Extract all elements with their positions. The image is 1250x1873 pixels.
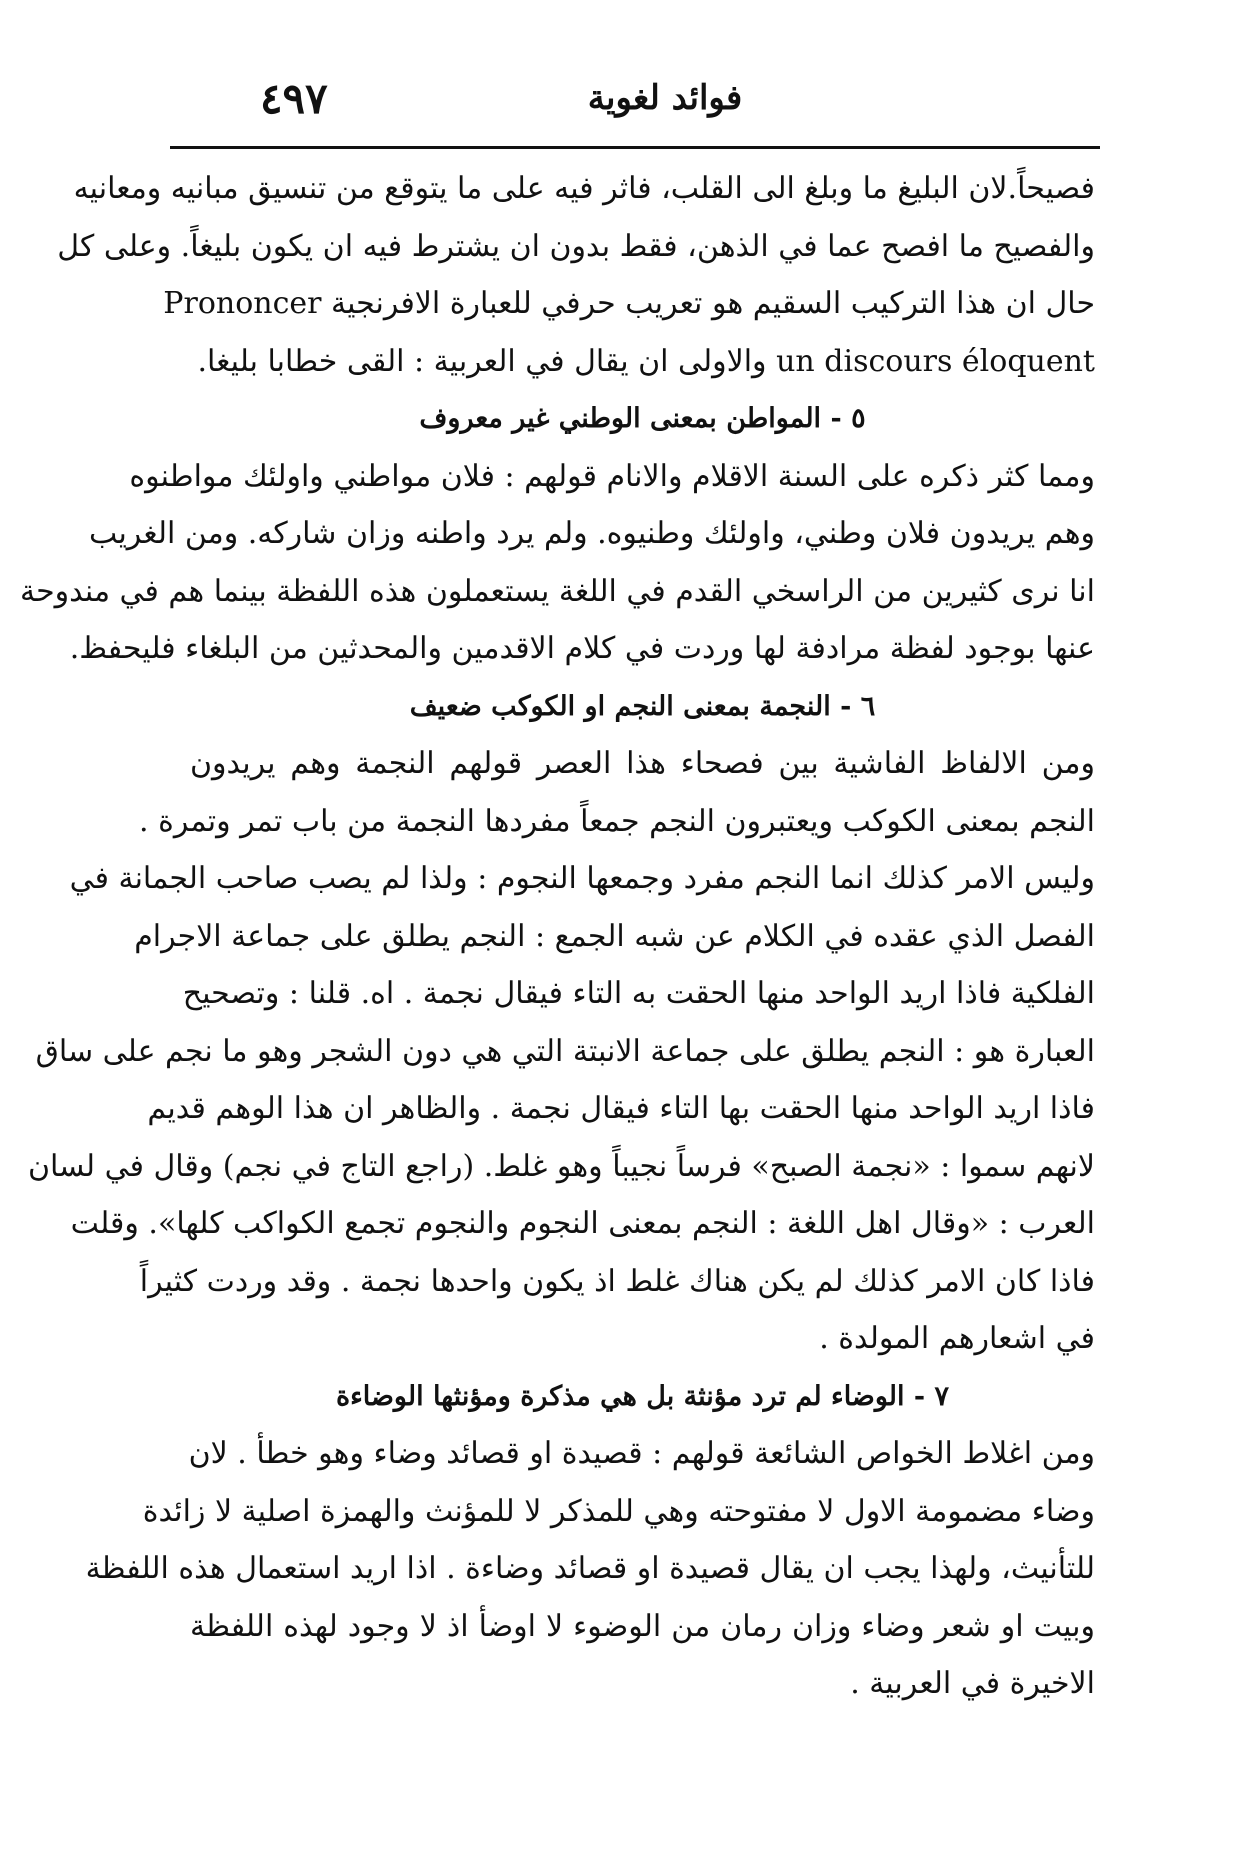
text-line: العرب : «وقال اهل اللغة : النجم بمعنى النجوم والنجوم تجمع الكواكب كلها». وقلت	[70, 1206, 1095, 1241]
text-line: فاذا اريد الواحد منها الحقت بها التاء فيقال نجمة . والظاهر ان هذا الوهم قديم	[147, 1091, 1095, 1126]
page-number: ٤٩٧	[260, 74, 328, 123]
text-line: والفصيح ما افصح عما في الذهن، فقط بدون ان يشترط فيه ان يكون بليغاً. وعلى كل	[57, 228, 1095, 264]
text-line: وليس الامر كذلك انما النجم مفرد وجمعها النجوم : ولذا لم يصب صاحب الجمانة في	[69, 861, 1095, 896]
paragraph-section-5	[20, 448, 1095, 678]
paragraph-section-6	[27, 735, 1095, 1368]
text-line: فصيحاً.لان البليغ ما وبلغ الى القلب، فاثر فيه على ما يتوقع من تنسيق مبانيه ومعانيه	[73, 171, 1095, 206]
section-heading-7: ٧ - الوضاء لم ترد مؤنثة بل هي مذكرة ومؤنثها الوضاءة	[335, 1380, 950, 1412]
section-heading-5: ٥ - المواطن بمعنى الوطني غير معروف	[419, 403, 866, 434]
text-line: وهم يريدون فلان وطني، واولئك وطنيوه. ولم يرد واطنه وزان شاركه. ومن الغريب	[88, 516, 1095, 551]
text-line: الفلكية فاذا اريد الواحد منها الحقت به التاء فيقال نجمة . اه. قلنا : وتصحيح	[182, 976, 1095, 1011]
text-line: انا نرى كثيرين من الراسخي القدم في اللغة يستعملون هذه اللفظة بينما هم في مندوحة	[20, 573, 1095, 609]
text-line: الفصل الذي عقده في الكلام عن شبه الجمع : النجم يطلق على جماعة الاجرام	[134, 918, 1095, 954]
paragraph-section-7	[85, 1425, 1095, 1713]
running-title: فوائد لغوية	[587, 78, 743, 118]
text-line: un discours éloquent والاولى ان يقال في العربية : القى خطابا بليغا.	[197, 343, 1095, 379]
text-line: للتأنيث، ولهذا يجب ان يقال قصيدة او قصائد وضاءة . اذا اريد استعمال هذه اللفظة	[85, 1551, 1095, 1586]
text-line: النجم بمعنى الكوكب ويعتبرون النجم جمعاً مفردها النجمة من باب تمر وتمرة .	[139, 803, 1095, 839]
section-heading-6: ٦ - النجمة بمعنى النجم او الكوكب ضعيف	[409, 690, 876, 722]
text-line: ومن اغلاط الخواص الشائعة قولهم : قصيدة او قصائد وضاء وهو خطأ . لان	[188, 1436, 1095, 1471]
text-line: لانهم سموا : «نجمة الصبح» فرساً نجيباً وهو غلط. (راجع التاج في نجم) وقال في لسان	[27, 1148, 1095, 1184]
page-header	[165, 72, 1100, 132]
text-line: فاذا كان الامر كذلك لم يكن هناك غلط اذ يكون واحدها نجمة . وقد وردت كثيراً	[139, 1263, 1095, 1299]
text-line: الاخيرة في العربية .	[850, 1666, 1095, 1701]
text-line: عنها بوجود لفظة مرادفة لها وردت في كلام الاقدمين والمحدثين من البلغاء فليحفظ.	[69, 631, 1095, 666]
header-rule	[170, 146, 1100, 149]
text-line: حال ان هذا التركيب السقيم هو تعريب حرفي للعبارة الافرنجية Prononcer	[163, 286, 1095, 321]
text-line: وضاء مضمومة الاول لا مفتوحته وهي للمذكر لا للمؤنث والهمزة اصلية لا زائدة	[142, 1493, 1095, 1529]
text-line: العبارة هو : النجم يطلق على جماعة الانبتة التي هي دون الشجر وهو ما نجم على ساق	[35, 1033, 1095, 1069]
text-line: في اشعارهم المولدة .	[819, 1321, 1095, 1356]
text-line: ومن الالفاظ الفاشية بين فصحاء هذا العصر قولهم النجمة وهم يريدون	[190, 746, 1095, 781]
text-line: وبيت او شعر وضاء وزان رمان من الوضوء لا اوضأ اذ لا وجود لهذه اللفظة	[190, 1608, 1095, 1644]
paragraph-eloquence	[57, 160, 1095, 390]
text-line: ومما كثر ذكره على السنة الاقلام والانام قولهم : فلان مواطني واولئك مواطنوه	[129, 458, 1095, 494]
page-body	[20, 160, 1095, 1713]
